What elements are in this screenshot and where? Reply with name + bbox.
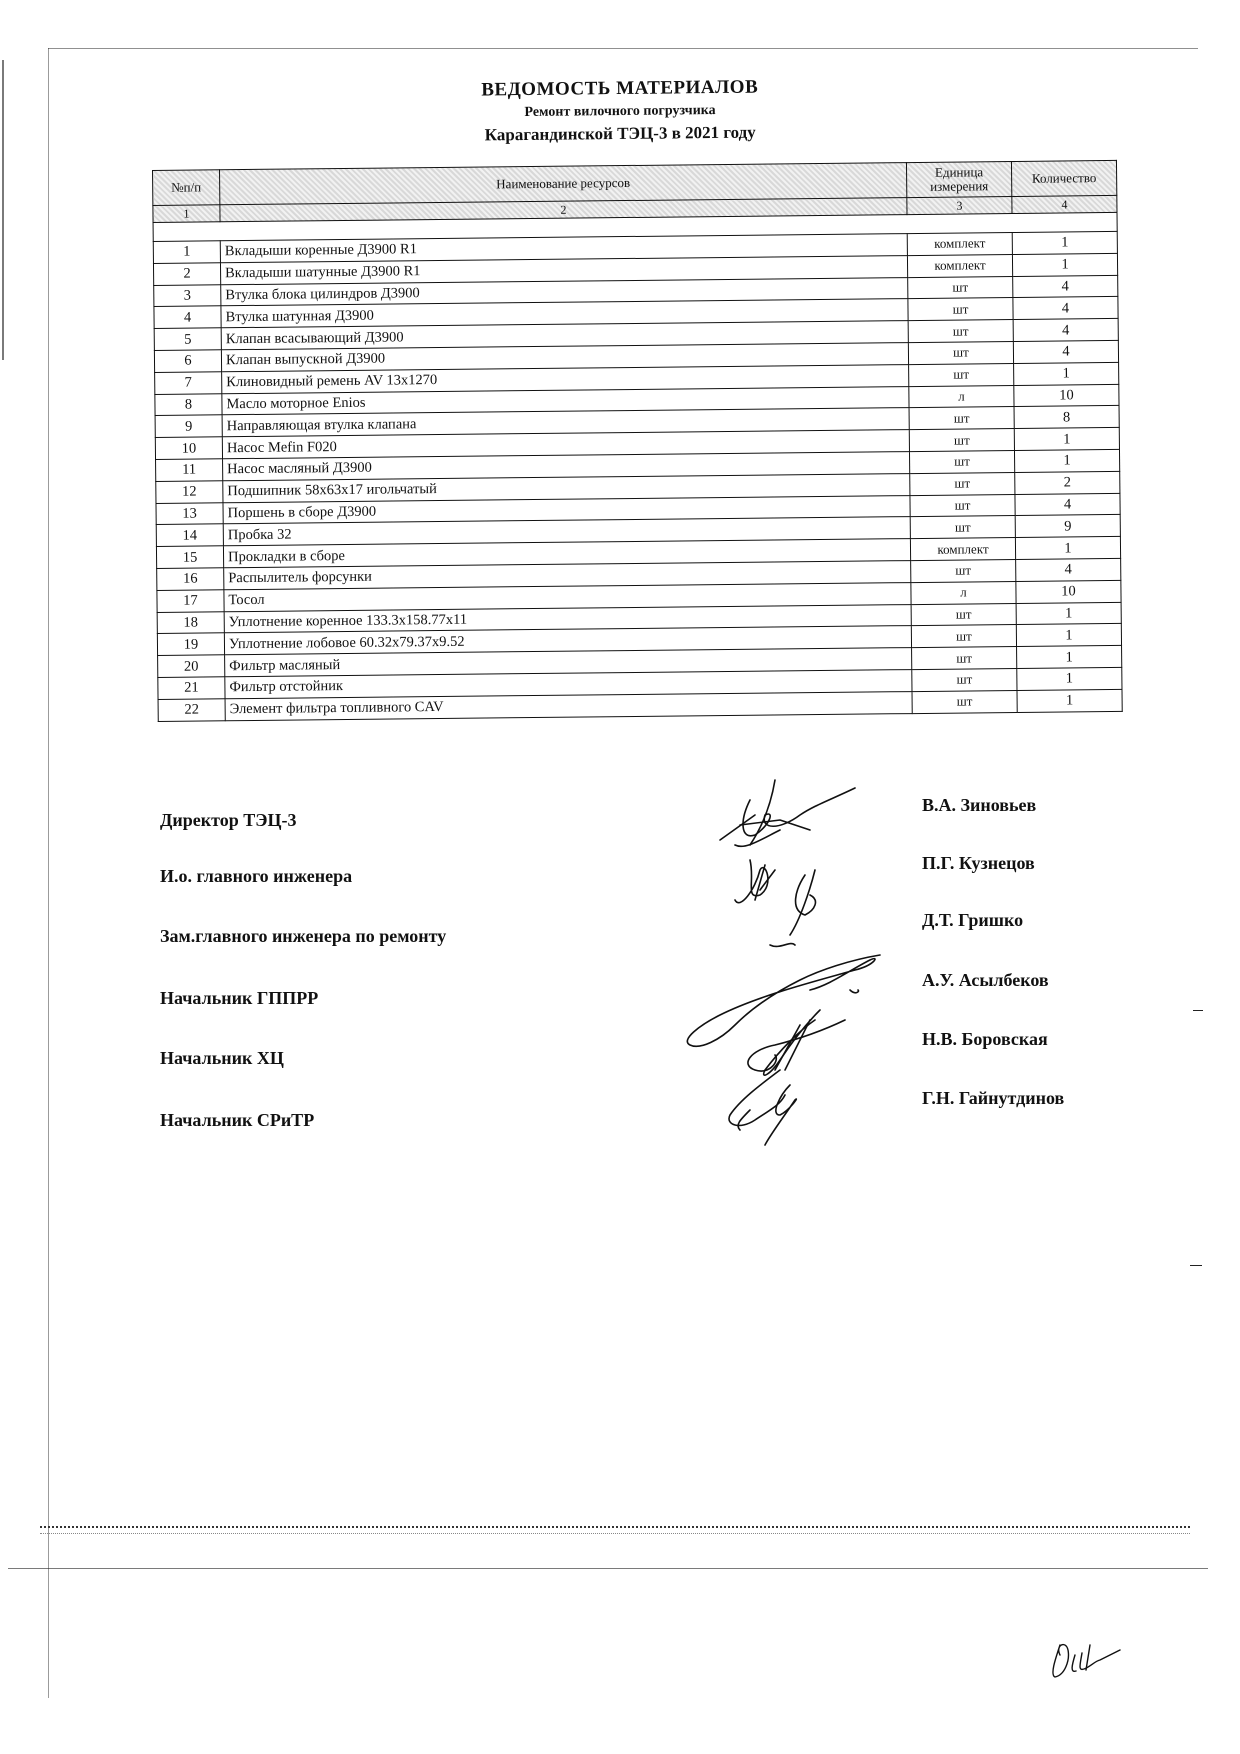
row-name: Втулка блока цилиндров Д3900 [221, 277, 908, 306]
row-quantity: 1 [1014, 449, 1119, 472]
row-number: 19 [157, 633, 224, 655]
document-title: ВЕДОМОСТЬ МАТЕРИАЛОВ [481, 76, 759, 101]
row-unit: комплект [907, 232, 1012, 255]
row-unit: шт [912, 690, 1017, 713]
signature-row [160, 853, 1100, 896]
signer-position: Зам.главного инженера по ремонту [160, 926, 447, 946]
row-quantity: 1 [1012, 253, 1117, 276]
row-number: 6 [154, 350, 221, 372]
row-name: Уплотнение лобовое 60.32х79.37х9.52 [224, 626, 911, 655]
row-quantity: 9 [1015, 515, 1120, 538]
row-name: Вкладыши шатунные Д3900 R1 [220, 255, 907, 284]
materials-table [152, 160, 1123, 722]
row-unit: шт [908, 320, 1013, 343]
row-name: Тосол [224, 582, 911, 611]
row-unit: комплект [910, 538, 1015, 561]
row-unit: шт [909, 450, 1014, 473]
row-number: 2 [153, 263, 220, 285]
row-unit: шт [909, 363, 1014, 386]
row-number: 22 [158, 698, 225, 720]
dotted-scan-line [40, 1526, 1190, 1528]
row-name: Масло моторное Enios [222, 386, 909, 415]
row-unit: шт [908, 298, 1013, 321]
row-quantity: 4 [1013, 297, 1118, 320]
signature-row [160, 910, 1100, 956]
row-quantity: 10 [1016, 580, 1121, 603]
left-border-line [48, 48, 49, 1698]
row-number: 3 [154, 284, 221, 306]
column-number: 4 [1012, 195, 1117, 213]
dotted-scan-line-2 [40, 1533, 1190, 1534]
row-quantity: 10 [1014, 384, 1119, 407]
row-number: 7 [155, 372, 222, 394]
row-number: 21 [158, 677, 225, 699]
row-quantity: 4 [1013, 319, 1118, 342]
row-name: Втулка шатунная Д3900 [221, 299, 908, 328]
row-number: 14 [156, 524, 223, 546]
handwritten-signatures [680, 770, 940, 1180]
signature-row [160, 970, 1100, 1018]
margin-mark [1190, 1265, 1202, 1266]
row-quantity: 4 [1013, 275, 1118, 298]
bottom-border-line [8, 1568, 1208, 1569]
row-unit: шт [909, 407, 1014, 430]
materials-table-wrap [152, 160, 1123, 722]
row-name: Уплотнение коренное 133.3х158.77х11 [224, 604, 911, 633]
row-number: 10 [155, 437, 222, 459]
signer-position: Начальник ГППРР [160, 988, 319, 1008]
row-quantity: 1 [1017, 689, 1122, 712]
row-unit: шт [910, 494, 1015, 517]
row-number: 16 [157, 568, 224, 590]
header-num: №п/п [153, 170, 220, 206]
signer-position: И.о. главного инженера [160, 866, 353, 886]
row-name: Направляющая втулка клапана [222, 408, 909, 437]
row-number: 11 [156, 459, 223, 481]
column-number: 1 [153, 205, 220, 223]
row-name: Вкладыши коренные Д3900 R1 [220, 234, 907, 263]
row-unit: шт [911, 603, 1016, 626]
row-name: Фильтр масляный [225, 648, 912, 677]
row-name: Поршень в сборе Д3900 [223, 495, 910, 524]
row-name: Клапан выпускной Д3900 [221, 343, 908, 372]
row-unit: шт [909, 429, 1014, 452]
row-name: Распылитель форсунки [224, 561, 911, 590]
left-scan-edge [2, 60, 4, 360]
header-qty: Количество [1011, 160, 1116, 196]
row-number: 15 [156, 546, 223, 568]
row-name: Фильтр отстойник [225, 670, 912, 699]
row-number: 8 [155, 393, 222, 415]
row-number: 4 [154, 306, 221, 328]
row-unit: шт [911, 559, 1016, 582]
margin-mark [1193, 1010, 1203, 1011]
row-number: 5 [154, 328, 221, 350]
row-quantity: 1 [1016, 624, 1121, 647]
row-quantity: 1 [1014, 428, 1119, 451]
row-quantity: 4 [1016, 558, 1121, 581]
row-quantity: 1 [1017, 667, 1122, 690]
table-body [153, 231, 1122, 721]
title-block [420, 76, 821, 146]
column-number: 3 [907, 196, 1012, 214]
signature-row [160, 795, 1100, 838]
row-quantity: 1 [1015, 537, 1120, 560]
signature-row [160, 1088, 1100, 1140]
row-quantity: 1 [1012, 231, 1117, 254]
row-number: 20 [158, 655, 225, 677]
row-name: Клапан всасывающий Д3900 [221, 321, 908, 350]
row-unit: шт [912, 668, 1017, 691]
row-quantity: 8 [1014, 406, 1119, 429]
signer-name: А.У. Асылбеков [922, 970, 1049, 990]
signer-name: Н.В. Боровская [922, 1029, 1048, 1049]
row-name: Элемент фильтра топливного CAV [225, 691, 912, 720]
row-quantity: 1 [1014, 362, 1119, 385]
row-unit: комплект [907, 254, 1012, 277]
signer-position: Начальник СРиТР [160, 1110, 315, 1130]
signer-name: П.Г. Кузнецов [922, 853, 1035, 873]
row-number: 13 [156, 502, 223, 524]
row-quantity: 4 [1015, 493, 1120, 516]
row-unit: л [909, 385, 1014, 408]
signer-name: Д.Т. Гришко [922, 910, 1024, 930]
row-name: Прокладки в сборе [223, 539, 910, 568]
row-unit: шт [908, 276, 1013, 299]
row-number: 17 [157, 590, 224, 612]
document-subtitle: Ремонт вилочного погрузчика [524, 102, 716, 121]
row-unit: шт [912, 647, 1017, 670]
row-unit: л [911, 581, 1016, 604]
document-subtitle-2: Карагандинской ТЭЦ-3 в 2021 году [484, 122, 756, 145]
row-quantity: 4 [1013, 340, 1118, 363]
row-unit: шт [908, 341, 1013, 364]
column-number: 2 [220, 198, 907, 222]
signer-position: Директор ТЭЦ-3 [160, 810, 297, 830]
row-number: 18 [157, 611, 224, 633]
signer-position: Начальник ХЦ [160, 1048, 284, 1068]
header-unit: Единица измерения [906, 161, 1011, 197]
row-number: 9 [155, 415, 222, 437]
row-quantity: 2 [1015, 471, 1120, 494]
row-quantity: 1 [1016, 602, 1121, 625]
top-border-line [48, 48, 1198, 49]
row-quantity: 1 [1017, 646, 1122, 669]
header-name: Наименование ресурсов [220, 163, 907, 205]
row-name: Подшипник 58х63х17 игольчатый [223, 473, 910, 502]
row-name: Насос Mefin F020 [222, 430, 909, 459]
row-name: Клиновидный ремень AV 13x1270 [222, 364, 909, 393]
row-name: Насос масляный Д3900 [223, 452, 910, 481]
row-number: 12 [156, 481, 223, 503]
row-unit: шт [910, 472, 1015, 495]
signer-name: Г.Н. Гайнутдинов [922, 1088, 1065, 1108]
row-unit: шт [911, 625, 1016, 648]
bottom-right-initials [1040, 1625, 1150, 1685]
row-number: 1 [153, 241, 220, 263]
signature-row [160, 1029, 1100, 1078]
row-name: Пробка 32 [223, 517, 910, 546]
row-unit: шт [910, 516, 1015, 539]
signer-name: В.А. Зиновьев [922, 795, 1037, 815]
